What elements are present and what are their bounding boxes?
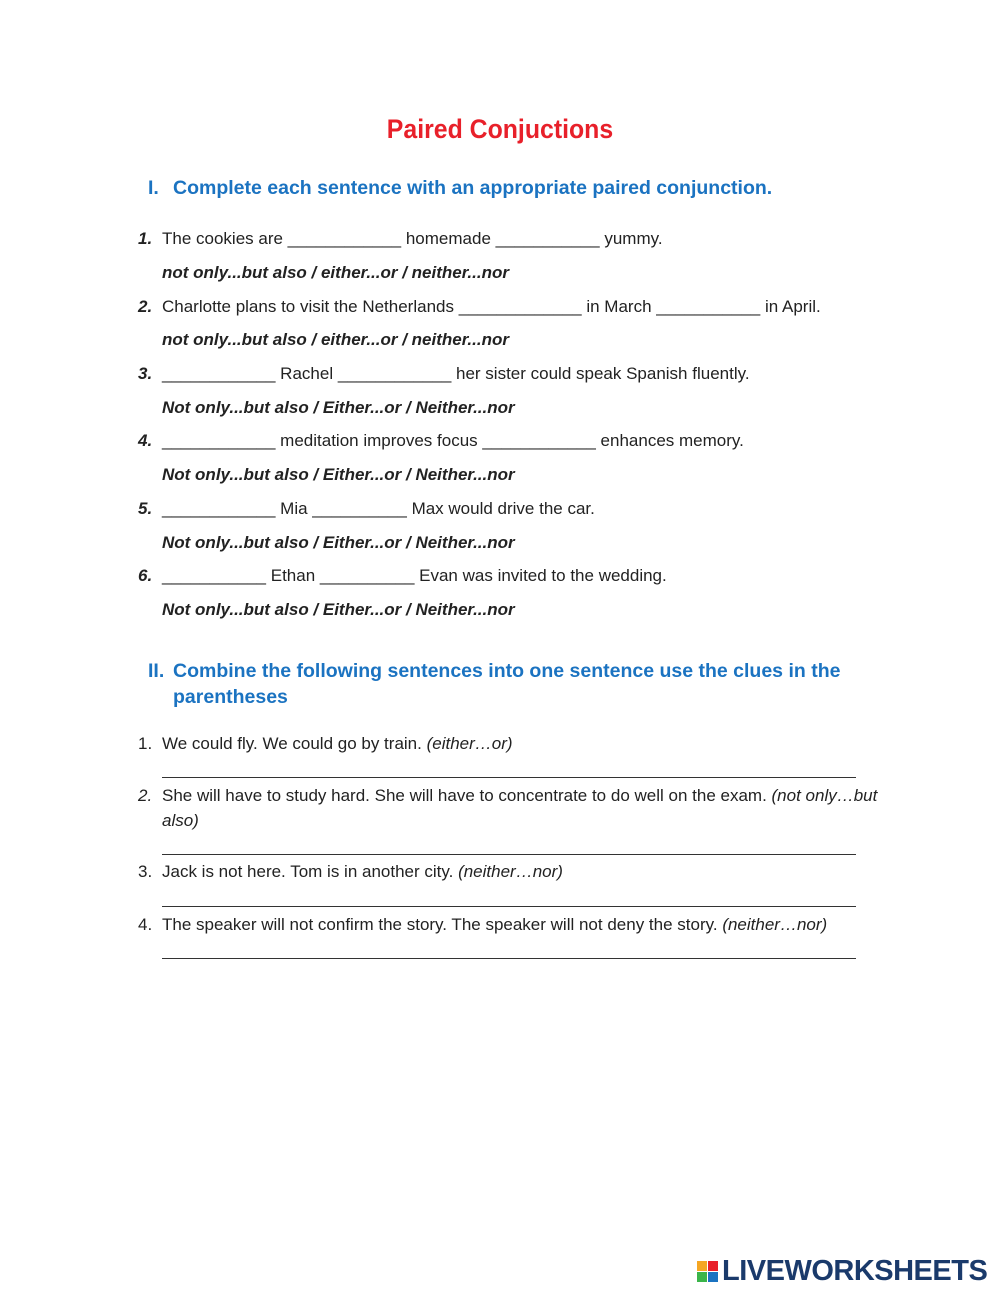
s2-answer-line-3[interactable] — [162, 906, 856, 907]
s2-question-clue: (either…or) — [426, 734, 513, 753]
s1-question-number: 1. — [138, 229, 153, 248]
s1-question-5 — [138, 498, 595, 520]
s1-options-2: not only...but also / either...or / neither...nor — [162, 330, 509, 349]
s1-question-text: ____________ Rachel ____________ her sister could speak Spanish fluently. — [162, 364, 750, 383]
section-1-title: Complete each sentence with an appropriate paired conjunction. — [173, 177, 773, 199]
s1-question-6 — [138, 565, 667, 587]
liveworksheets-blocks-icon — [697, 1261, 718, 1282]
s1-options-1: not only...but also / either...or / neither...nor — [162, 263, 509, 282]
section-2-heading — [148, 658, 840, 710]
s1-question-number: 5. — [138, 499, 153, 518]
s1-options-3: Not only...but also / Either...or / Neither...nor — [162, 398, 515, 417]
s2-question-text: The speaker will not confirm the story. The speaker will not deny the story. — [162, 915, 723, 934]
s1-question-text: ___________ Ethan __________ Evan was invited to the wedding. — [162, 566, 667, 585]
s2-question-text: We could fly. We could go by train. — [162, 734, 427, 753]
s2-question-text: Jack is not here. Tom is in another city. — [162, 862, 459, 881]
s1-question-3 — [138, 363, 750, 385]
section-2-number: II. — [148, 660, 165, 682]
s1-question-text: The cookies are ____________ homemade ___________ yummy. — [162, 229, 663, 248]
s2-question-3 — [138, 859, 563, 884]
s1-question-number: 6. — [138, 566, 153, 585]
s2-question-clue: (neither…nor) — [458, 862, 563, 881]
s2-question-text: She will have to study hard. She will have to concentrate to do well on the exam. — [162, 786, 772, 805]
s2-question-number: 3. — [138, 862, 153, 881]
s2-question-number: 2. — [138, 786, 153, 805]
section-1-number: I. — [148, 177, 159, 199]
s1-question-number: 2. — [138, 297, 153, 316]
section-2-title-line2: parentheses — [173, 686, 288, 708]
s2-question-2 — [138, 783, 877, 833]
s1-question-number: 4. — [138, 431, 153, 450]
s1-question-text: ____________ meditation improves focus ____________ enhances memory. — [162, 431, 744, 450]
s1-question-number: 3. — [138, 364, 153, 383]
s1-question-1 — [138, 228, 663, 250]
s2-answer-line-4[interactable] — [162, 958, 856, 959]
s1-question-4 — [138, 430, 744, 452]
logo-text: LIVEWORKSHEETS — [722, 1254, 988, 1287]
s1-options-5: Not only...but also / Either...or / Neither...nor — [162, 533, 515, 552]
section-2-title-line1: Combine the following sentences into one sentence use the clues in the — [173, 660, 841, 682]
s1-options-4: Not only...but also / Either...or / Neither...nor — [162, 465, 515, 484]
s2-question-1 — [138, 731, 513, 756]
s2-answer-line-2[interactable] — [162, 854, 856, 855]
s2-question-number: 4. — [138, 915, 153, 934]
s1-question-text: ____________ Mia __________ Max would drive the car. — [162, 499, 595, 518]
s2-question-clue-continuation: also) — [162, 811, 199, 830]
s2-question-number: 1. — [138, 734, 153, 753]
s1-question-text: Charlotte plans to visit the Netherlands _____________ in March ___________ in April. — [162, 297, 821, 316]
s1-question-2 — [138, 296, 821, 318]
page-title: Paired Conjuctions — [386, 114, 614, 144]
s2-question-clue: (not only…but — [771, 786, 878, 805]
s2-answer-line-1[interactable] — [162, 777, 856, 778]
liveworksheets-logo — [697, 1256, 987, 1286]
section-1-heading — [148, 175, 772, 201]
s2-question-clue: (neither…nor) — [722, 915, 828, 934]
s2-question-4 — [138, 912, 827, 937]
s1-options-6: Not only...but also / Either...or / Neither...nor — [162, 600, 515, 619]
